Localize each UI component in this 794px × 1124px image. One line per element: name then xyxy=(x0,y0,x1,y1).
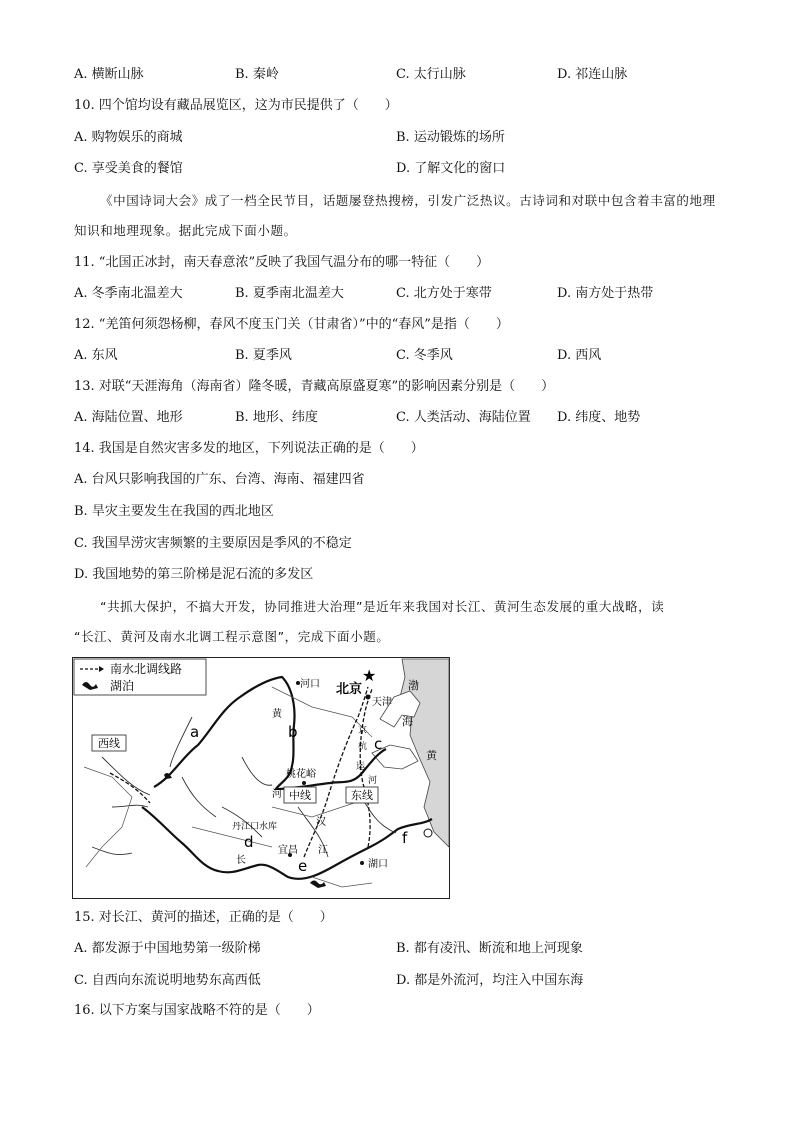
q12-option-c: C. 冬季风 xyxy=(396,348,453,363)
river-water-diversion-map xyxy=(72,657,450,899)
q15-option-a: A. 都发源于中国地势第一级阶梯 xyxy=(74,941,261,956)
bohai-label-hai: 海 xyxy=(402,715,413,728)
q13-option-c: C. 人类活动、海陆位置 xyxy=(396,410,531,425)
middle-route-label: 中线 xyxy=(289,789,311,802)
canal-label-jing: 京 xyxy=(358,726,368,736)
q10-option-a: A. 购物娱乐的商城 xyxy=(74,130,183,145)
yichang-label: 宜昌 xyxy=(278,845,298,856)
q9-option-a: A. 横断山脉 xyxy=(74,67,144,82)
q11-option-c: C. 北方处于寒带 xyxy=(396,286,492,301)
marker-e: e xyxy=(298,857,308,875)
taohuayu-dot xyxy=(302,781,306,785)
q12-stem: 12. “羌笛何须怨杨柳，春风不度玉门关（甘肃省）”中的“春风”是指（ ） xyxy=(74,317,509,332)
q9-option-c: C. 太行山脉 xyxy=(396,67,466,82)
q15-option-b: B. 都有凌汛、断流和地上河现象 xyxy=(396,941,583,956)
east-route-label: 东线 xyxy=(351,789,373,802)
q11-option-d: D. 南方处于热带 xyxy=(557,286,654,301)
legend-lake-label: 湖泊 xyxy=(110,679,135,693)
q10-option-b: B. 运动锻炼的场所 xyxy=(396,130,505,145)
passage-rivers-line2: “长江、黄河及南水北调工程示意图”，完成下面小题。 xyxy=(74,629,390,644)
q10-stem: 10. 四个馆均设有藏品展览区，这为市民提供了（ ） xyxy=(74,98,398,113)
q13-stem: 13. 对联“天涯海角（海南省）隆冬暖，青藏高原盛夏寒”的影响因素分别是（ ） xyxy=(74,379,555,394)
marker-c: c xyxy=(374,735,383,753)
q16-stem: 16. 以下方案与国家战略不符的是（ ） xyxy=(74,1003,320,1018)
marker-b: b xyxy=(288,723,298,741)
canal-label-he: 河 xyxy=(368,776,378,786)
hekou-label: 河口 xyxy=(300,679,320,690)
beijing-label: 北京 xyxy=(336,682,363,697)
marker-f: f xyxy=(402,829,408,847)
canal-label-hang: 杭 xyxy=(358,742,368,752)
yellow-sea-label: 黄 xyxy=(426,749,437,762)
q15-option-d: D. 都是外流河，均注入中国东海 xyxy=(396,973,584,988)
yangtze-label-chang: 长 xyxy=(236,855,246,866)
q14-option-a: A. 台风只影响我国的广东、台湾、海南、福建四省 xyxy=(74,472,365,487)
q13-option-a: A. 海陆位置、地形 xyxy=(74,410,183,425)
q14-option-c: C. 我国旱涝灾害频繁的主要原因是季风的不稳定 xyxy=(74,536,352,551)
q14-stem: 14. 我国是自然灾害多发的地区，下列说法正确的是（ ） xyxy=(74,441,424,456)
q9-option-b: B. 秦岭 xyxy=(235,67,279,82)
taohuayu-label: 桃花峪 xyxy=(286,769,316,780)
marker-d: d xyxy=(244,833,254,851)
tianjin-label: 天津 xyxy=(372,697,392,708)
q12-option-b: B. 夏季风 xyxy=(235,348,292,363)
q11-stem: 11. “北国正冰封，南天春意浓”反映了我国气温分布的哪一特征（ ） xyxy=(74,255,490,270)
q11-option-a: A. 冬季南北温差大 xyxy=(74,286,183,301)
q13-option-b: B. 地形、纬度 xyxy=(235,410,318,425)
canal-label-yun: 运 xyxy=(356,762,366,772)
legend-route-label: 南水北调线路 xyxy=(110,662,183,676)
beijing-star-icon: ★ xyxy=(362,666,377,685)
passage-rivers-line1: “共抓大保护，不搞大开发，协同推进大治理”是近年来我国对长江、黄河生态发展的重大战略，读 xyxy=(100,599,665,614)
q10-option-c: C. 享受美食的餐馆 xyxy=(74,161,183,176)
bohai-label-bo: 渤 xyxy=(408,679,419,692)
yangtze-label-jiang: 江 xyxy=(318,845,328,856)
q11-option-b: B. 夏季南北温差大 xyxy=(235,286,344,301)
passage-poetry: 《中国诗词大会》成了一档全民节目，话题屡登热搜榜，引发广泛热议。古诗词和对联中包含着丰富的地理知识和地理现象。据此完成下面小题。 xyxy=(74,193,716,238)
hukou-label: 湖口 xyxy=(368,859,388,870)
q12-option-a: A. 东风 xyxy=(74,348,118,363)
q14-option-d: D. 我国地势的第三阶梯是泥石流的多发区 xyxy=(74,567,314,582)
q13-option-d: D. 纬度、地势 xyxy=(557,410,641,425)
west-route-label: 西线 xyxy=(98,737,120,750)
q15-stem: 15. 对长江、黄河的描述，正确的是（ ） xyxy=(74,910,333,925)
yellow-river-label-huang: 黄 xyxy=(272,709,282,720)
q10-option-d: D. 了解文化的窗口 xyxy=(396,161,506,176)
q14-option-b: B. 旱灾主要发生在我国的西北地区 xyxy=(74,504,274,519)
hukou-dot xyxy=(360,861,364,865)
danjiangkou-label: 丹江口水库 xyxy=(232,822,278,832)
han-river-label: 汉 xyxy=(316,817,326,828)
q9-option-d: D. 祁连山脉 xyxy=(557,67,628,82)
yellow-river-label-he: 河 xyxy=(272,789,282,800)
marker-a: a xyxy=(190,723,200,741)
q12-option-d: D. 西风 xyxy=(557,348,602,363)
q15-option-c: C. 自西向东流说明地势东高西低 xyxy=(74,973,261,988)
tianjin-dot xyxy=(366,695,371,700)
